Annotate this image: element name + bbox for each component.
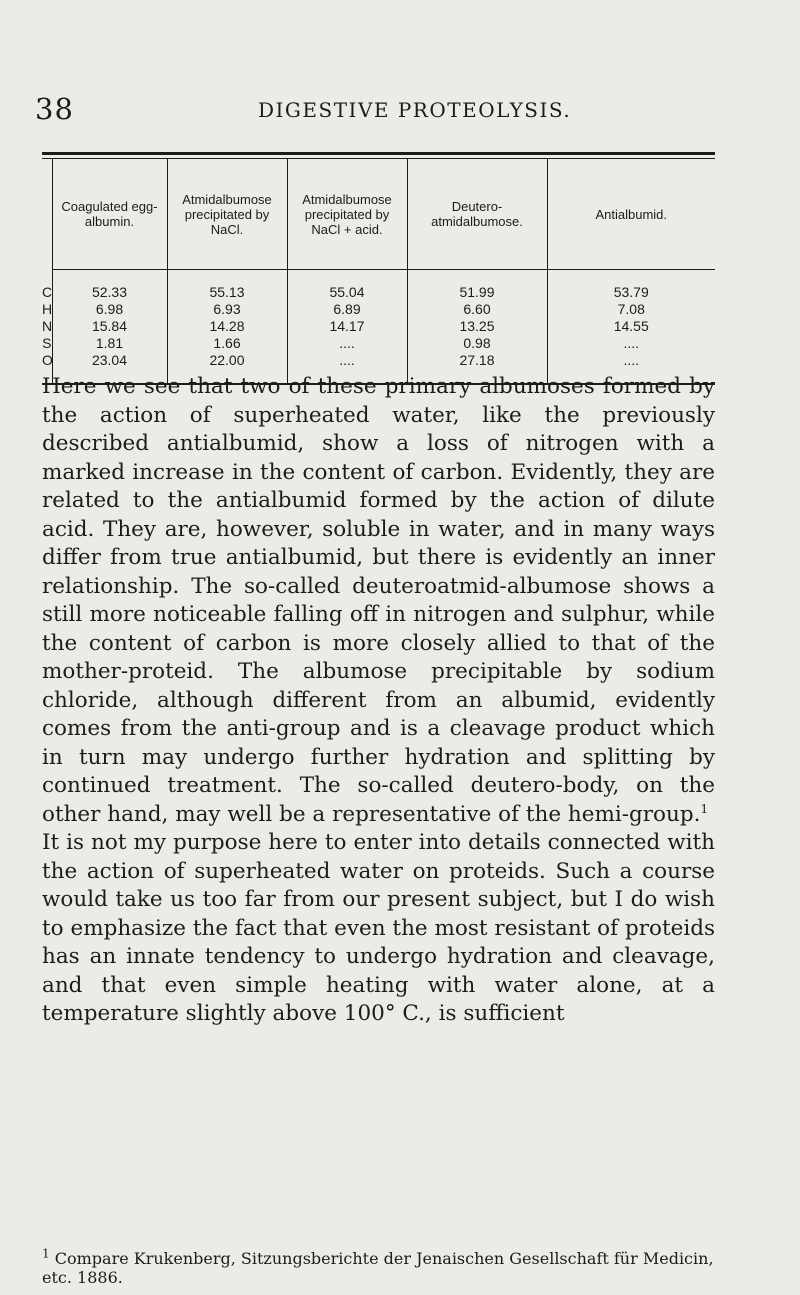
table-cell: 6.89 (287, 301, 407, 318)
table-row (42, 318, 715, 335)
table-row (42, 335, 715, 352)
table-cell: 55.04 (287, 270, 407, 302)
table-cell: 14.28 (167, 318, 287, 335)
header-egg-albumin: Coagulated egg-albumin. (52, 159, 167, 270)
table-row (42, 301, 715, 318)
table-cell: 7.08 (547, 301, 715, 318)
table-cell: 22.00 (167, 352, 287, 383)
body-text (42, 373, 715, 1029)
table-cell: 27.18 (407, 352, 547, 383)
row-element: H (42, 301, 53, 317)
table-cell: 6.93 (167, 301, 287, 318)
table-cell: 51.99 (407, 270, 547, 302)
table-cell: 14.17 (287, 318, 407, 335)
table-header-row (42, 159, 715, 270)
table-cell: 53.79 (547, 270, 715, 302)
footnote-marker: 1 (42, 1246, 50, 1261)
running-head: DIGESTIVE PROTEOLYSIS. (258, 98, 572, 122)
header-deutero: Deutero-atmidalbumose. (407, 159, 547, 270)
table-cell: 0.98 (407, 335, 547, 352)
table-cell: .... (287, 352, 407, 383)
paragraph-text: Here we see that two of these primary albumoses formed by the action of superheated water, like the previously described antialbumid, show a loss of nitrogen with a marked increase in the content of carbon. Evidently, they are related to the antialbumid formed by the action of dilute acid. They are, however, soluble in water, and in many ways differ from true antialbumid, but there is evidently an inner relationship. The so-called deuteroatmid-albumose shows a still more noticeable falling off in nitrogen and sulphur, while the content of carbon is more closely allied to that of the mother-proteid. The albumose precipitable by sodium chloride, although different from an albumid, evidently comes from the anti-group and is a cleavage product which in turn may undergo further hydration and splitting by continued treatment. The so-called deutero-body, on the other hand, may well be a representative of the hemi-group. (42, 374, 715, 827)
table-cell: 6.98 (52, 301, 167, 318)
header-element (42, 159, 52, 270)
table-cell: .... (287, 335, 407, 352)
table-cell: 1.66 (167, 335, 287, 352)
header-antialbumid: Antialbumid. (547, 159, 715, 270)
composition-table (42, 152, 715, 385)
footnote-text: Compare Krukenberg, Sitzungsberichte der Jenaischen Gesellschaft für Medicin, etc. 1886. (42, 1249, 714, 1287)
table-cell: .... (547, 352, 715, 383)
table-cell: .... (547, 335, 715, 352)
table-cell: 55.13 (167, 270, 287, 302)
table-cell: 23.04 (52, 352, 167, 383)
table-cell: 6.60 (407, 301, 547, 318)
table-top-rule (42, 152, 715, 155)
footnote-reference: 1 (700, 801, 709, 816)
header-albumose-nacl: Atmidalbumose precipitated by NaCl. (167, 159, 287, 270)
table-cell: 1.81 (52, 335, 167, 352)
header-albumose-nacl-acid: Atmidalbumose precipitated by NaCl + acid. (287, 159, 407, 270)
row-element: S (42, 335, 52, 351)
table-cell: 13.25 (407, 318, 547, 335)
table-row (42, 270, 715, 302)
table-cell: 14.55 (547, 318, 715, 335)
footnote (42, 1246, 715, 1287)
row-element: C (42, 283, 53, 300)
row-element: N (42, 318, 53, 334)
paragraph (42, 373, 715, 829)
table-cell: 15.84 (52, 318, 167, 335)
table-cell: 52.33 (52, 270, 167, 302)
row-element: O (42, 352, 53, 368)
page-number: 38 (35, 92, 74, 126)
paragraph: It is not my purpose here to enter into details connected with the action of superheated water on proteids. Such a course would take us too far from our present subject, but I do wish to emphasize the fact that even the most resistant of proteids has an innate tendency to undergo hydration and cleavage, and that even simple heating with water alone, at a temperature slightly above 100° C., is sufficient (42, 830, 715, 1026)
